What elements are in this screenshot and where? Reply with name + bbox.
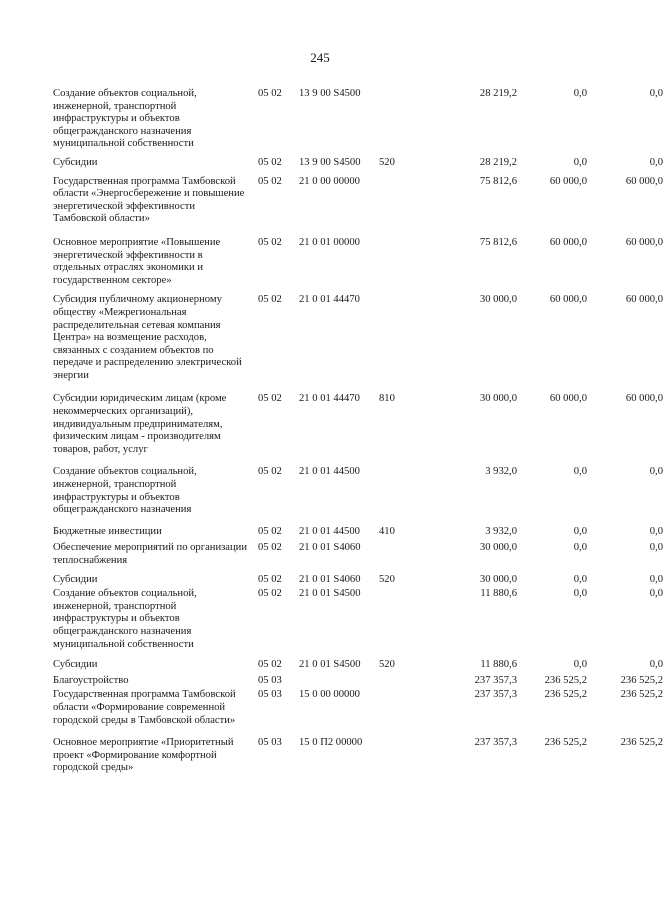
row-expense-type: 520 [379,573,395,585]
row-amount-2: 0,0 [573,466,587,478]
row-target-code: 15 0 00 00000 [299,689,360,701]
table-row [53,689,663,727]
row-amount-1: 237 357,3 [474,737,517,749]
row-amount-1: 30 000,0 [479,294,517,306]
row-section-code: 05 02 [258,156,282,168]
row-amount-3: 0,0 [649,466,663,478]
row-target-code: 13 9 00 S4500 [299,88,361,99]
row-amount-2: 236 525,2 [544,674,587,686]
row-target-code: 21 0 01 44470 [299,393,360,405]
row-amount-1: 237 357,3 [474,674,517,686]
table-row [53,659,663,672]
row-name: Обеспечение мероприятий по организации теплоснабжения [53,542,248,566]
row-section-code: 05 03 [258,689,282,701]
table-row [53,175,663,226]
table-row [53,573,663,587]
row-amount-1: 30 000,0 [479,542,517,554]
row-amount-2: 0,0 [573,88,587,99]
row-amount-3: 236 525,2 [620,737,663,749]
row-section-code: 05 02 [258,659,282,671]
row-amount-3: 0,0 [649,659,663,671]
row-section-code: 05 02 [258,236,282,248]
row-name: Создание объектов социальной, инженерной, транспортной инфраструктуры и объектов общегражданского назначения муниципальной собственности [53,588,197,650]
row-amount-2: 0,0 [573,525,587,537]
row-name: Государственная программа Тамбовской области «Формирование современной городской среды в Тамбовской области» [53,689,236,726]
row-amount-3: 0,0 [649,88,663,99]
row-amount-1: 30 000,0 [479,393,517,405]
row-expense-type: 520 [379,156,395,168]
row-amount-1: 11 880,6 [480,588,517,600]
row-target-code: 21 0 01 44500 [299,466,360,478]
row-name: Субсидия публичному акционерному обществу «Межрегиональная распределительная сетевая компания Центра» на возмещение расходов, связанных с созданием объектов по передаче и распределению электрической энергии [53,294,242,381]
row-name: Создание объектов социальной, инженерной, транспортной инфраструктуры и объектов общегражданского назначения [53,466,197,516]
page-number: 245 [310,50,330,65]
row-name: Основное мероприятие «Повышение энергетической эффективности в отдельных отраслях экономики и государственном секторе» [53,236,221,286]
row-target-code: 21 0 01 S4060 [299,542,361,554]
row-section-code: 05 02 [258,393,282,405]
row-amount-1: 75 812,6 [479,175,517,187]
row-section-code: 05 02 [258,466,282,478]
row-section-code: 05 02 [258,525,282,537]
row-amount-3: 60 000,0 [625,393,663,405]
row-amount-2: 60 000,0 [549,175,587,187]
row-amount-1: 11 880,6 [480,659,517,671]
row-amount-3: 0,0 [649,542,663,554]
row-section-code: 05 03 [258,737,282,749]
table-row [53,588,663,651]
row-amount-1: 237 357,3 [474,689,517,701]
table-row [53,236,663,287]
row-section-code: 05 02 [258,542,282,554]
row-target-code: 13 9 00 S4500 [299,156,361,168]
row-amount-2: 0,0 [573,588,587,600]
row-amount-3: 236 525,2 [620,689,663,701]
row-amount-1: 30 000,0 [479,573,517,585]
row-amount-3: 60 000,0 [625,294,663,306]
row-section-code: 05 03 [258,674,282,686]
table-row [53,674,663,688]
row-expense-type: 410 [379,525,395,537]
row-name: Государственная программа Тамбовской области «Энергосбережение и повышение энергетической эффективности Тамбовской области» [53,175,245,225]
row-amount-2: 0,0 [573,573,587,585]
row-amount-1: 3 932,0 [485,525,517,537]
row-name: Субсидии [53,156,98,168]
table-row [53,393,663,456]
row-name: Субсидии юридическим лицам (кроме некоммерческих организаций), индивидуальным предпринимателям, физическим лицам - производителям товаров, работ, услуг [53,393,227,455]
row-target-code: 21 0 00 00000 [299,175,360,187]
row-amount-3: 60 000,0 [625,236,663,248]
row-amount-3: 0,0 [649,525,663,537]
row-amount-2: 236 525,2 [544,689,587,701]
row-amount-1: 28 219,2 [479,156,517,168]
row-section-code: 05 02 [258,573,282,585]
table-row [53,466,663,516]
row-target-code: 21 0 01 44470 [299,294,360,306]
row-section-code: 05 02 [258,588,282,600]
row-amount-2: 60 000,0 [549,393,587,405]
row-target-code: 21 0 01 S4500 [299,659,361,671]
table-row [53,156,663,170]
row-section-code: 05 02 [258,294,282,306]
row-target-code: 21 0 01 44500 [299,525,360,537]
row-section-code: 05 02 [258,175,282,187]
row-name: Субсидии [53,573,98,585]
row-target-code: 15 0 П2 00000 [299,737,363,749]
row-amount-3: 60 000,0 [625,175,663,187]
row-amount-3: 0,0 [649,588,663,600]
table-row [53,525,663,539]
table-row [53,737,663,775]
row-expense-type: 810 [379,393,395,405]
table-row [53,542,663,567]
row-name: Бюджетные инвестиции [53,525,162,537]
row-amount-2: 0,0 [573,542,587,554]
table-row [53,88,663,151]
row-amount-2: 0,0 [573,659,587,671]
row-amount-3: 236 525,2 [620,674,663,686]
row-amount-1: 3 932,0 [485,466,517,478]
budget-table [53,88,663,775]
row-name: Благоустройство [53,674,129,686]
row-target-code: 21 0 01 S4500 [299,588,361,600]
row-name: Создание объектов социальной, инженерной, транспортной инфраструктуры и объектов общегражданского назначения муниципальной собственности [53,88,197,150]
row-amount-2: 60 000,0 [549,294,587,306]
row-target-code: 21 0 01 S4060 [299,573,361,585]
row-amount-3: 0,0 [649,573,663,585]
row-section-code: 05 02 [258,88,282,99]
row-target-code: 21 0 01 00000 [299,236,360,248]
row-amount-3: 0,0 [649,156,663,168]
row-amount-2: 236 525,2 [544,737,587,749]
row-amount-1: 28 219,2 [479,88,517,99]
row-amount-2: 0,0 [573,156,587,168]
row-name: Субсидии [53,659,98,671]
row-name: Основное мероприятие «Приоритетный проект «Формирование комфортной городской среды» [53,737,234,774]
row-amount-1: 75 812,6 [479,236,517,248]
row-expense-type: 520 [379,659,395,671]
row-amount-2: 60 000,0 [549,236,587,248]
table-row [53,294,663,382]
